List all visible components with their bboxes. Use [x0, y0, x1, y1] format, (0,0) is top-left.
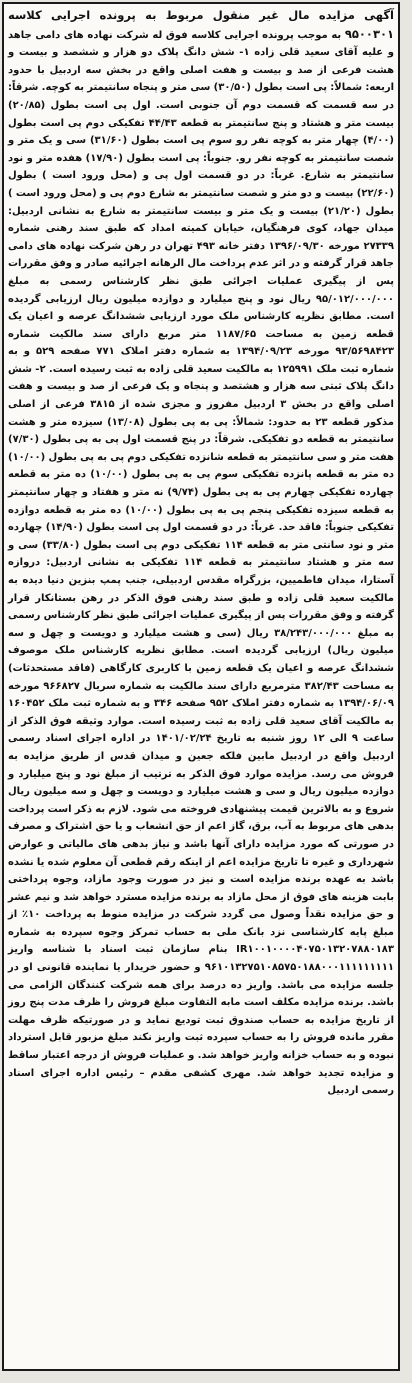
- notice-text: به موجب پرونده اجرایی کلاسه فوق له شرکت نهاده های دامی جاهد و علیه آقای سعید قلی زاده ۱- شش دانگ پلاک دو هزار و ششصد و بیست و هشت فرعی از صد و بیست و هفت اصلی واقع در بخش سه اردبیل با حدود اربعه: شمالاً: پی است بطول (۳۰/۵۰) سی متر و پنجاه سانتیمتر به کوچه. شرقاً: در سه قسمت که قسمت دوم آن جنوبی است. اول پی است بطول (۲۰/۸۵) بیست متر و هشتاد و پنج سانتیمتر به قطعه ۴۴/۴۳ تفکیکی دوم پی است بطول (۴/۰۰) چهار متر به کوچه نفر رو سوم پی است بطول (۳۱/۶۰) سی و یک متر و شصت سانتیمتر به کوچه نفر رو. جنوباً: پی است بطول (۱۷/۹۰) هفده متر و نود سانتیمتر به شارع. غرباً: در دو قسمت اول پی و (محل ورود است ) بطول (۲۲/۶۰) بیست و دو متر و شصت سانتیمتر به شارع دوم پی و (محل ورود است ) بطول (۲۱/۲۰) بیست و یک متر و بیست سانتیمتر به شارع به نشانی اردبیل: میدان جهاد، کوی فرهنگیان، خیابان کمیته امداد که طبق سند رهنی شماره ۲۷۳۳۹ مورخه ۱۳۹۶/۰۹/۳۰ دفتر خانه ۴۹۳ تهران در رهن شرکت نهاده های دامی جاهد قرار گرفته و در اثر عدم پرداخت مال الرهانه اجرائیه صادر و وفق مقررات پس از پیگیری عملیات اجرائی طبق نظر کارشناس رسمی به مبلغ ۹۵/۰۱۲/۰۰۰/۰۰۰ ریال نود و پنج میلیارد و دوازده میلیون ریال ارزیابی گردیده است. مطابق نظریه کارشناس ملک مورد ارزیابی ششدانگ عرصه و اعیان یک قطعه زمین به مساحت ۱۱۸۷/۶۵ متر مربع دارای سند مالکیت شماره ۹۳/۵۶۹۸۴۲۳ مورخه ۱۳۹۴/۰۹/۲۳ به شماره دفتر املاک ۷۷۱ صفحه ۵۲۹ و به شماره ثبت ملک ۱۲۵۹۹۱ به مالکیت سعید قلی زاده به ثبت رسیده است. ۲- شش دانگ پلاک ثبتی سه هزار و هشتصد و پنجاه و یک فرعی از صد و بیست و هفت اصلی واقع در بخش ۳ اردبیل مفروز و مجزی شده از ۳۸۱۵ فرعی از اصلی مذکور قطعه ۲۳ به حدود: شمالاً: پی به پی بطول (۱۳/۰۸) سیزده متر و هشت سانتیمتر به قطعه دو تفکیکی. شرقاً: در پنج قسمت اول پی به پی بطول (۷/۳۰) هفت متر و سی سانتیمتر به قطعه شانزده تفکیکی دوم پی به پی بطول (۱۰/۰۰) ده متر به قطعه پانزده تفکیکی سوم پی به پی بطول (۱۰/۰۰) ده متر به قطعه چهارده تفکیکی چهارم پی به پی بطول (۹/۷۴) نه متر و هفتاد و چهار سانتیمتر به قطعه سیزده تفکیکی پنجم پی به پی بطول (۱۰/۰۰) ده متر به قطعه دوازده تفکیکی جنوباً: فاقد حد. غرباً: در دو قسمت اول پی است بطول (۱۴/۹۰) چهارده متر و نود سانتی متر به قطعه ۱۱۴ تفکیکی دوم پی است بطول (۳۳/۸۰) سی و سه متر و هشتاد سانتیمتر به قطعه ۱۱۴ تفکیکی به نشانی اردبیل: دروازه آستارا، میدان فاطمیین، بزرگراه مقدس اردبیلی، جنب پمپ بنزین دنیا دیده به مالکیت سعید قلی زاده و طبق سند رهنی فوق الذکر در رهن بستانکار قرار گرفته و وفق مقررات پس از پیگیری عملیات اجرائی طبق نظر کارشناس رسمی به مبلغ ۳۸/۲۴۳/۰۰۰/۰۰۰ ریال (سی و هشت میلیارد و دویست و چهل و سه میلیون ریال) ارزیابی گردیده است. مطابق نظریه کارشناس ملک موصوف ششدانگ عرصه و اعیان یک قطعه زمین با کاربری کارگاهی (فاقد مستحدثات) به مساحت ۳۸۲/۴۳ مترمربع دارای سند مالکیت به شماره سریال ۹۶۶۸۲۷ مورخه ۱۳۹۴/۰۶/۰۹ به شماره دفتر املاک ۹۵۲ صفحه ۳۴۶ و به شماره ثبت ملک ۱۶۰۴۵۲ به مالکیت آقای سعید قلی زاده به ثبت رسیده است. موارد وثیقه فوق الذکر از ساعت ۹ الی ۱۲ روز شنبه به تاریخ ۱۴۰۱/۰۲/۲۴ در اداره اجرای اسناد رسمی اردبیل واقع در اردبیل مابین فلکه جعین و میدان قدس از طریق مزایده به فروش می رسد. مزایده موارد فوق الذکر به ترتیب از مبلغ نود و پنج میلیارد و دوازده میلیون ریال و سی و هشت میلیارد و دویست و چهل و سه میلیون ریال شروع و به بالاترین قیمت پیشنهادی فروخته می شود. لازم به ذکر است پرداخت بدهی های مربوط به آب، برق، گاز اعم از حق انشعاب و یا حق اشتراک و مصرف در صورتی که مورد مزایده دارای آنها باشد و نیاز بدهی های مالیاتی و عوارض شهرداری و غیره تا تاریخ مزایده اعم از اینکه رقم قطعی آن معلوم شده یا نشده باشد به عهده برنده مزایده است و نیز در صورت وجود مازاد، وجوه پرداختی بابت هزینه های فوق از محل مازاد به برنده مزایده مسترد خواهد شد و نیم عشر و حق مزایده نقداً وصول می گردد شرکت در مزایده منوط به پرداخت ۱۰٪ از مبلغ پایه کارشناسی نزد بانک ملی به حساب تمرکز وجوه سپرده به شماره IR۱۰۰۱۰۰۰۰۴۰۷۵۰۱۳۲۰۷۸۸۰۱۸۳ بنام سازمان ثبت اسناد با شناسه واریز ۹۶۱۰۱۳۲۷۵۱۰۸۵۷۵۰۱۸۸۰۰۰۱۱۱۱۱۱۱۱۱ و حضور خریدار یا نماینده قانونی او در جلسه مزایده می باشد. واریز ده درصد برای همه شرکت کنندگان الزامی می باشد. برنده مزایده مکلف است مابه التفاوت مبلغ فروش را ظرف مدت پنج روز از تاریخ مزایده به حساب صندوق ثبت تودیع نماید و در صورتیکه ظرف مهلت مقرر مانده فروش را به حساب سپرده ثبت واریز نکند مبلغ مزبور قابل استرداد نبوده و به حساب خزانه واریز خواهد شد. و عملیات فروش از درجه اعتبار ساقط و مزایده تجدید خواهد شد.: [8, 29, 395, 1079]
- notice-body: [8, 7, 394, 1100]
- notice-title: آگهی مزایده مال غیر منقول مربوط به پرونده اجرایی کلاسه ۹۵۰۰۳۰۱: [8, 8, 395, 41]
- notice-signature: مهری کشفی مقدم – رئیس اداره اجرای اسناد رسمی اردبیل: [8, 1067, 394, 1097]
- auction-notice: [2, 2, 400, 1371]
